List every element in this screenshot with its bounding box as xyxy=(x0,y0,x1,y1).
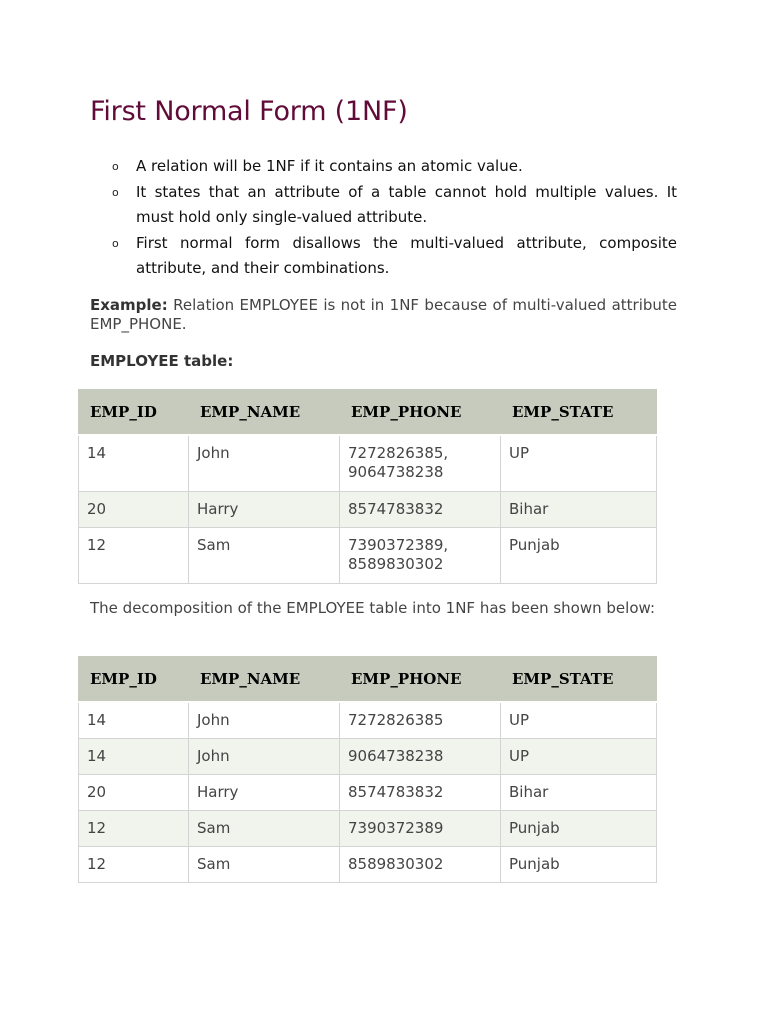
cell-emp-name: Sam xyxy=(189,811,340,847)
column-header-emp-name: EMP_NAME xyxy=(189,390,340,436)
cell-emp-phone: 9064738238 xyxy=(340,739,501,775)
cell-emp-id: 14 xyxy=(79,435,189,492)
list-item xyxy=(112,154,677,180)
bullet-text: A relation will be 1NF if it contains an atomic value. xyxy=(136,157,523,175)
table-row xyxy=(79,739,657,775)
table-row xyxy=(79,702,657,739)
cell-emp-name: John xyxy=(189,702,340,739)
column-header-emp-state: EMP_STATE xyxy=(501,657,657,703)
column-header-emp-phone: EMP_PHONE xyxy=(340,657,501,703)
table-caption: EMPLOYEE table: xyxy=(90,352,234,370)
cell-emp-name: Harry xyxy=(189,492,340,528)
table-header-row xyxy=(79,657,657,703)
cell-emp-state: Punjab xyxy=(501,847,657,883)
cell-emp-phone: 7390372389, 8589830302 xyxy=(340,528,501,584)
employee-table xyxy=(78,389,657,584)
cell-emp-name: Sam xyxy=(189,528,340,584)
bullet-marker-icon: o xyxy=(112,236,119,250)
bullet-text: It states that an attribute of a table cannot hold multiple values. It must hold only single-valued attribute. xyxy=(136,182,677,226)
page-title: First Normal Form (1NF) xyxy=(90,96,408,127)
cell-emp-phone: 7272826385 xyxy=(340,702,501,739)
cell-emp-id: 12 xyxy=(79,811,189,847)
cell-emp-state: Punjab xyxy=(501,528,657,584)
decomposition-paragraph: The decomposition of the EMPLOYEE table into 1NF has been shown below: xyxy=(90,599,655,617)
cell-emp-phone: 7390372389 xyxy=(340,811,501,847)
cell-emp-state: UP xyxy=(501,702,657,739)
column-header-emp-name: EMP_NAME xyxy=(189,657,340,703)
column-header-emp-id: EMP_ID xyxy=(79,657,189,703)
cell-emp-id: 12 xyxy=(79,528,189,584)
cell-emp-state: Punjab xyxy=(501,811,657,847)
bullet-text: First normal form disallows the multi-valued attribute, composite attribute, and their combinations. xyxy=(136,233,677,277)
cell-emp-phone: 8574783832 xyxy=(340,775,501,811)
table-row xyxy=(79,528,657,584)
example-text: Relation EMPLOYEE is not in 1NF because of multi-valued attribute EMP_PHONE. xyxy=(90,296,677,333)
table-row xyxy=(79,435,657,492)
table-row xyxy=(79,847,657,883)
cell-emp-phone: 7272826385, 9064738238 xyxy=(340,435,501,492)
cell-emp-name: John xyxy=(189,739,340,775)
cell-emp-phone: 8574783832 xyxy=(340,492,501,528)
list-item xyxy=(112,180,677,231)
cell-emp-id: 20 xyxy=(79,775,189,811)
cell-emp-name: John xyxy=(189,435,340,492)
example-label: Example: xyxy=(90,296,168,314)
bullet-list xyxy=(112,154,677,282)
cell-emp-id: 14 xyxy=(79,702,189,739)
cell-emp-state: Bihar xyxy=(501,492,657,528)
table-row xyxy=(79,811,657,847)
cell-emp-state: Bihar xyxy=(501,775,657,811)
table-row xyxy=(79,492,657,528)
cell-emp-id: 12 xyxy=(79,847,189,883)
example-paragraph xyxy=(90,296,677,334)
cell-emp-phone: 8589830302 xyxy=(340,847,501,883)
cell-emp-id: 20 xyxy=(79,492,189,528)
table-header-row xyxy=(79,390,657,436)
list-item xyxy=(112,231,677,282)
column-header-emp-id: EMP_ID xyxy=(79,390,189,436)
cell-emp-state: UP xyxy=(501,739,657,775)
cell-emp-id: 14 xyxy=(79,739,189,775)
cell-emp-state: UP xyxy=(501,435,657,492)
column-header-emp-phone: EMP_PHONE xyxy=(340,390,501,436)
cell-emp-name: Harry xyxy=(189,775,340,811)
table-row xyxy=(79,775,657,811)
bullet-marker-icon: o xyxy=(112,160,119,173)
bullet-marker-icon: o xyxy=(112,185,119,199)
cell-emp-name: Sam xyxy=(189,847,340,883)
employee-1nf-table xyxy=(78,656,657,883)
column-header-emp-state: EMP_STATE xyxy=(501,390,657,436)
